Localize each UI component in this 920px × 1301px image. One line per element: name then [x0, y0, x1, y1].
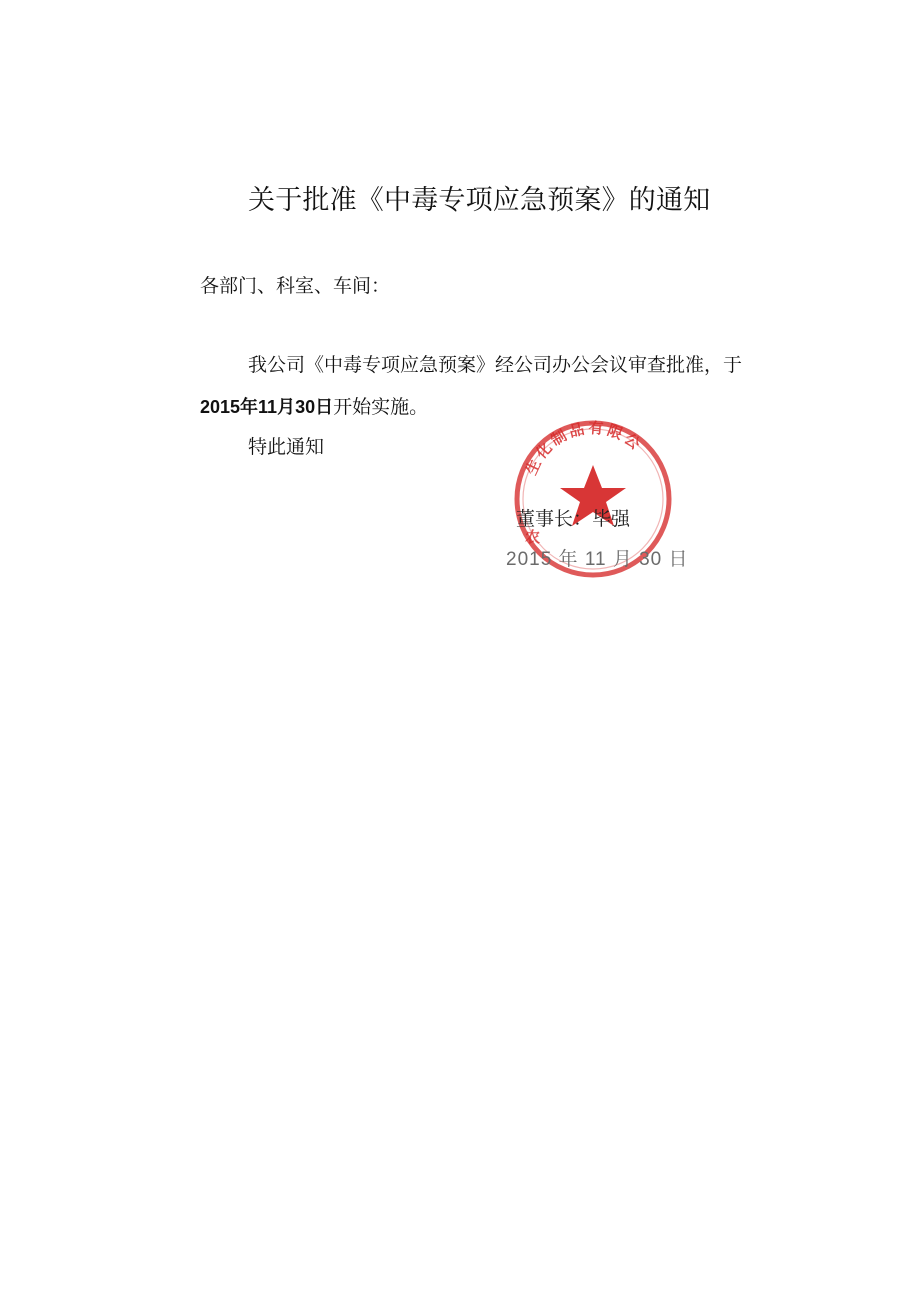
signature-line: 董事长：毕强	[516, 509, 631, 530]
closing-line: 特此通知	[248, 436, 325, 458]
body-paragraph-line-2	[200, 393, 428, 421]
document-title: 关于批准《中毒专项应急预案》的通知	[248, 185, 711, 215]
signature-date: 2015 年 11 月 30 日	[506, 549, 689, 570]
body-paragraph-line-1: 我公司《中毒专项应急预案》经公司办公会议审查批准，于	[248, 354, 743, 376]
svg-text:农: 农	[525, 528, 541, 546]
implementation-date: 2015年11月30日	[200, 397, 334, 417]
svg-text:生化制品有限公	[522, 419, 646, 478]
addressee-line: 各部门、科室、车间：	[200, 275, 391, 297]
implementation-text: 开始实施。	[333, 396, 429, 418]
seal-text: 生化制品有限公	[522, 418, 647, 478]
